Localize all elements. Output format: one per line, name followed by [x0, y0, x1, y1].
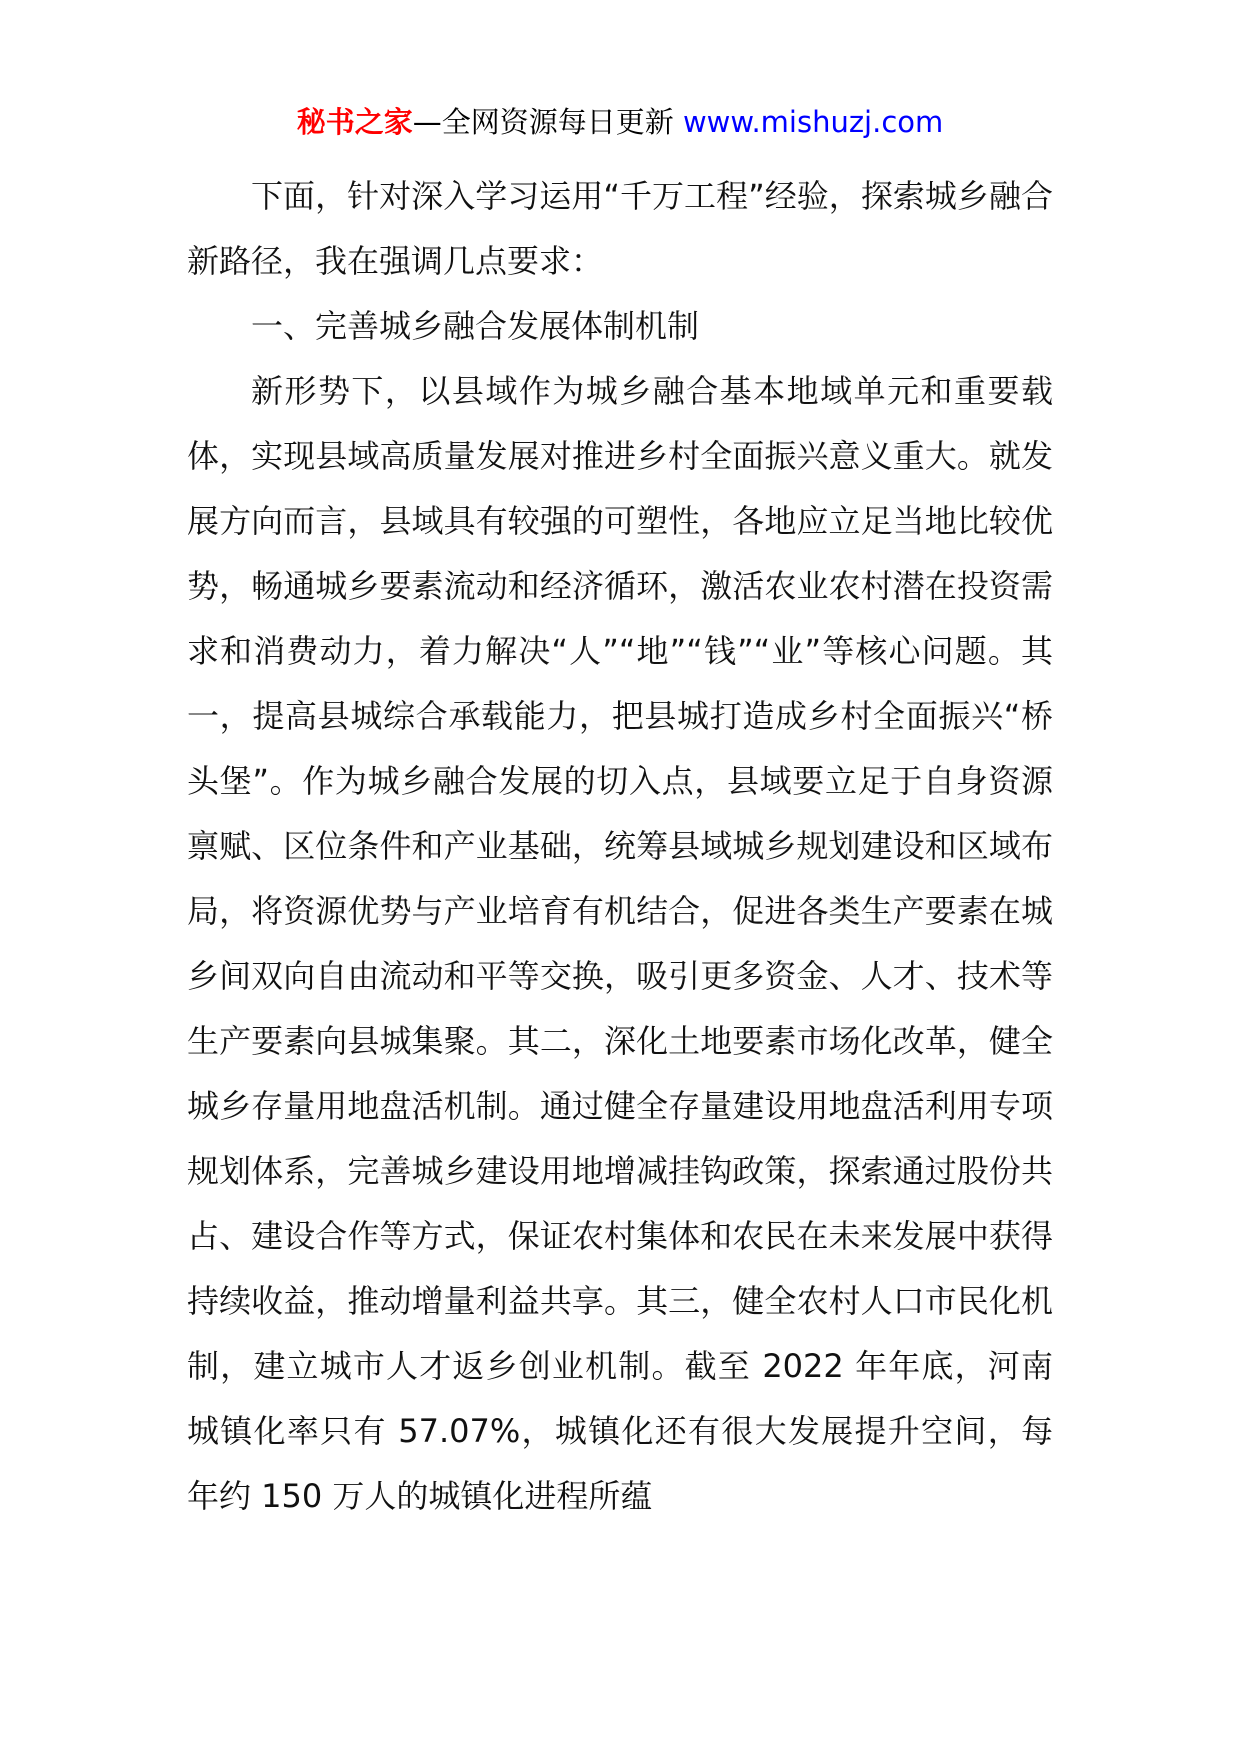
watermark-header — [0, 102, 1240, 142]
brand-name: 秘书之家 — [296, 105, 413, 139]
site-url: www.mishuzj.com — [682, 105, 944, 139]
intro-paragraph: 下面，针对深入学习运用“千万工程”经验，探索城乡融合新路径，我在强调几点要求： — [187, 177, 1053, 280]
section-heading: 一、完善城乡融合发展体制机制 — [251, 307, 700, 345]
section-paragraph: 新形势下，以县域作为城乡融合基本地域单元和重要载体，实现县域高质量发展对推进乡村全面振兴意义重大。就发展方向而言，县域具有较强的可塑性，各地应立足当地比较优势，畅通城乡要素流动和经济循环，激活农业农村潜在投资需求和消费动力，着力解决“人”“地”“钱”“业”等核心问题。其一，提高县城综合承载能力，把县城打造成乡村全面振兴“桥头堡”。作为城乡融合发展的切入点，县域要立足于自身资源禀赋、区位条件和产业基础，统筹县域城乡规划建设和区域布局，将资源优势与产业培育有机结合，促进各类生产要素在城乡间双向自由流动和平等交换，吸引更多资金、人才、技术等生产要素向县城集聚。其二，深化土地要素市场化改革，健全城乡存量用地盘活机制。通过健全存量建设用地盘活利用专项规划体系，完善城乡建设用地增减挂钩政策，探索通过股份共占、建设合作等方式，保证农村集体和农民在未来发展中获得持续收益，推动增量利益共享。其三，健全农村人口市民化机制，建立城市人才返乡创业机制。截至 2022 年年底，河南城镇化率只有 57.07%，城镇化还有很大发展提升空间，每年约 150 万人的城镇化进程所蕴 — [187, 372, 1053, 1515]
document-body — [187, 164, 1053, 1529]
header-tagline: —全网资源每日更新 — [412, 105, 674, 139]
